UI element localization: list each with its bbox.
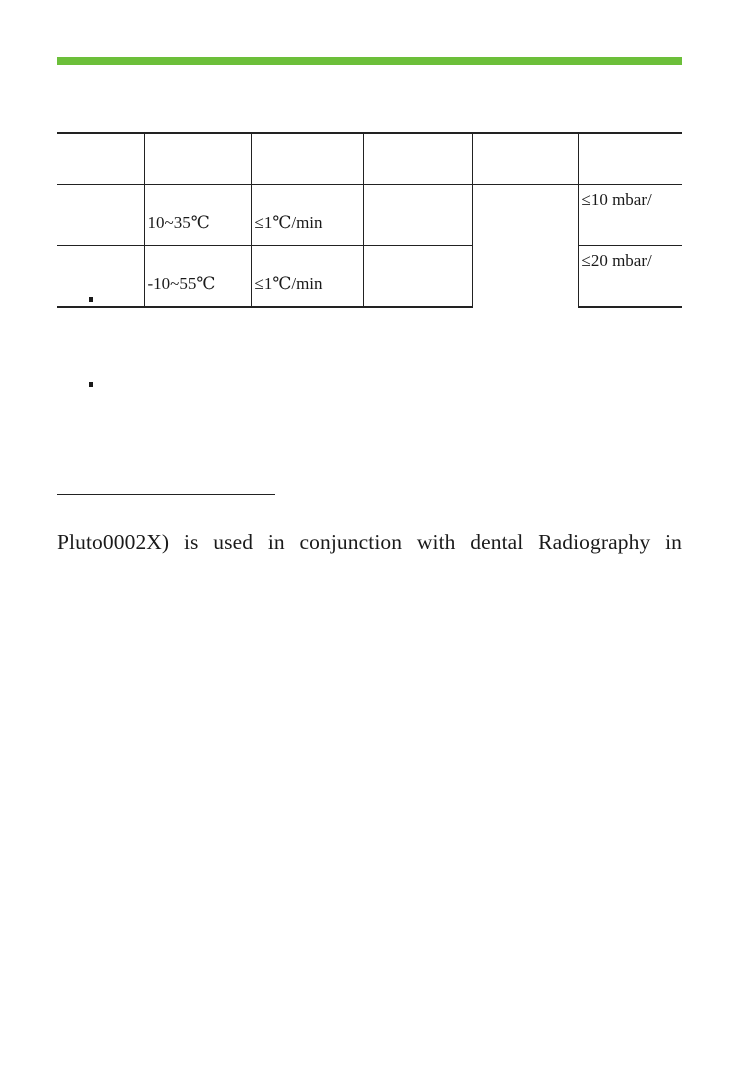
empty-cell bbox=[363, 185, 472, 246]
header-cell bbox=[251, 133, 363, 185]
header-cell bbox=[363, 133, 472, 185]
temperature-range-cell: 10~35℃ bbox=[144, 185, 251, 246]
body-text-line: Pluto0002X) is used in conjunction with dental Radiography in bbox=[57, 530, 682, 554]
temperature-rate-cell: ≤1℃/min bbox=[251, 185, 363, 246]
row-label-cell bbox=[57, 185, 144, 246]
merged-cell bbox=[472, 185, 578, 308]
table-row bbox=[57, 185, 682, 246]
bullet-marker bbox=[89, 297, 93, 302]
temperature-rate-cell: ≤1℃/min bbox=[251, 246, 363, 308]
header-cell bbox=[144, 133, 251, 185]
row-label-cell bbox=[57, 246, 144, 308]
pressure-rate-cell: ≤10 mbar/ bbox=[578, 185, 682, 246]
header-cell bbox=[57, 133, 144, 185]
header-cell bbox=[472, 133, 578, 185]
footnote-divider bbox=[57, 494, 275, 495]
table-header-row bbox=[57, 133, 682, 185]
environment-spec-table bbox=[57, 132, 682, 308]
temperature-range-cell: -10~55℃ bbox=[144, 246, 251, 308]
header-accent-bar bbox=[57, 57, 682, 65]
header-cell bbox=[578, 133, 682, 185]
pressure-rate-cell: ≤20 mbar/ bbox=[578, 246, 682, 308]
bullet-marker bbox=[89, 382, 93, 387]
empty-cell bbox=[363, 246, 472, 308]
table-row bbox=[57, 246, 682, 308]
